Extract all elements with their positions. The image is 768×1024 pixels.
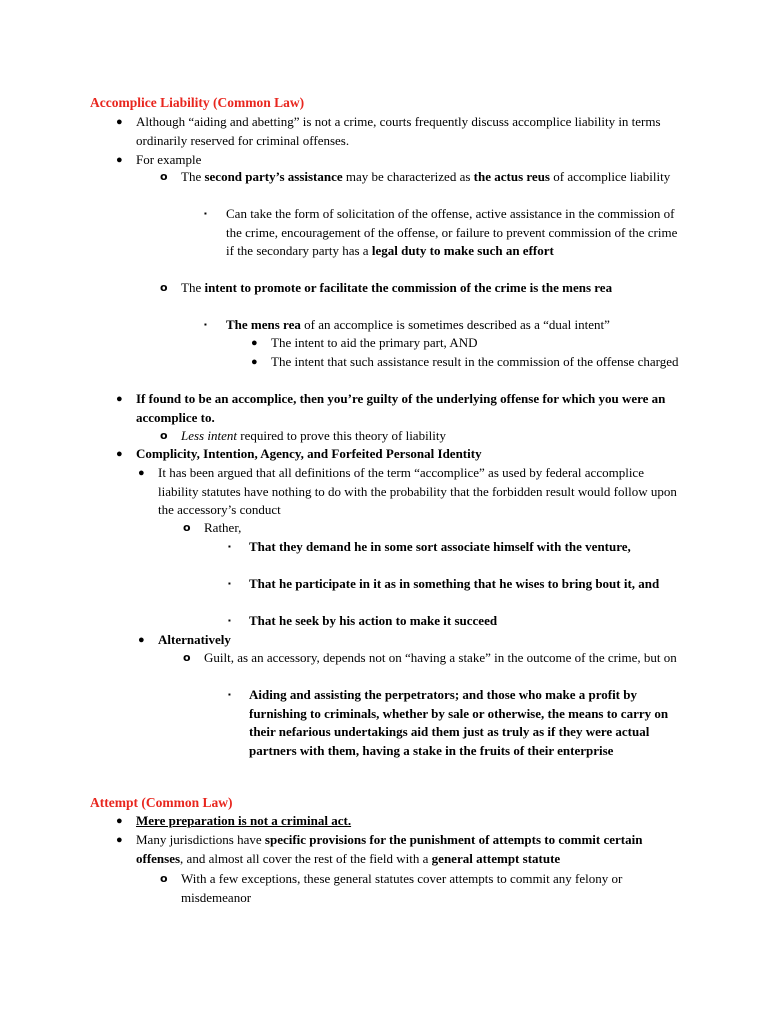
item-text [181,870,680,907]
item-text [181,168,680,187]
item-text [136,445,680,464]
text-run: The intent to aid the primary part, AND [271,335,478,350]
text-run: may be characterized as [342,169,474,184]
bullet-marker: ▪ [204,320,207,329]
bullet-marker: o [183,521,191,534]
text-run: If found to be an accomplice, then you’re guilty of the underlying offense for which you were an accomplice to. [136,391,666,425]
bullet-marker: ● [138,467,145,479]
bullet-marker: ▪ [228,616,231,625]
text-run: Can take the form of solicitation of the offense, active assistance in the commission of the crime, encouragement of the offense, or failure to prevent commission of the crime if the secondary party has a [226,206,678,258]
bullet-marker: ● [251,337,258,349]
text-run: The [181,280,205,295]
bullet-marker: o [183,651,191,664]
item-text [181,427,680,446]
item-text [136,390,680,427]
bullet-marker: o [160,281,168,294]
section-heading: Accomplice Liability (Common Law) [90,95,305,110]
item-text [271,353,680,372]
item-text [204,649,680,668]
item-text [271,334,680,353]
text-run: of an accomplice is sometimes described as a “dual intent” [300,317,610,332]
item-text [249,686,680,760]
text-run: That he participate in it as in something that he wises to bring bout it, and [249,576,660,591]
text-run: Less intent [181,428,237,443]
item-text [249,612,680,631]
text-run: Mere preparation is not a criminal act. [136,813,352,828]
text-run: second party’s assistance [204,169,343,184]
text-run: required to prove this theory of liability [236,428,447,443]
bullet-marker: ● [116,448,123,460]
text-run: of accomplice liability [549,169,671,184]
item-text [136,812,680,831]
text-run: the actus reus [473,169,550,184]
section-heading: Attempt (Common Law) [90,795,233,810]
bullet-marker: ▪ [204,209,207,218]
text-run: Alternatively [158,632,231,647]
item-text [158,631,680,650]
bullet-marker: o [160,872,168,885]
bullet-marker: ▪ [228,579,231,588]
text-run: The mens rea [226,317,301,332]
text-run: intent to promote or facilitate the commission of the crime is the mens rea [204,280,613,295]
item-text [226,316,680,335]
item-text [136,831,680,868]
bullet-marker: ● [116,393,123,405]
text-run: Although “aiding and abetting” is not a crime, courts frequently discuss accomplice liability in terms ordinarily reserved for criminal offenses. [136,114,661,148]
text-run: With a few exceptions, these general statutes cover attempts to commit any felony or misdemeanor [181,871,623,905]
text-run: Many jurisdictions have [136,832,265,847]
bullet-marker: ▪ [228,690,231,699]
text-run: Guilt, as an accessory, depends not on “having a stake” in the outcome of the crime, but on [204,650,677,665]
item-text [204,519,680,538]
text-run: It has been argued that all definitions of the term “accomplice” as used by federal accomplice liability statutes have nothing to do with the probability that the forbidden result would follow upon the accessory’s conduct [158,465,677,517]
text-run: , and almost all cover the rest of the field with a [180,850,432,866]
text-run: The [181,169,205,184]
bullet-marker: o [160,170,168,183]
bullet-marker: o [160,429,168,442]
item-text [226,205,680,261]
text-run: For example [136,152,202,167]
text-run: Complicity, Intention, Agency, and Forfeited Personal Identity [136,446,482,461]
text-run: That they demand he in some sort associate himself with the venture, [249,539,631,554]
bullet-marker: ● [116,815,123,827]
item-text [136,113,680,150]
bullet-marker: ● [116,116,123,128]
bullet-marker: ● [251,356,258,368]
bullet-marker: ▪ [228,542,231,551]
item-text [249,575,680,594]
text-run: That he seek by his action to make it succeed [249,613,498,628]
item-text [181,279,680,298]
text-run: Aiding and assisting the perpetrators; and those who make a profit by furnishing to criminals, whether by sale or otherwise, the means to carry on their nefarious undertakings aid them just as truly as if they were actual partners with them, having a stake in the fruits of their enterprise [249,687,669,758]
text-run: legal duty to make such an effort [371,243,554,258]
bullet-marker: ● [116,834,123,846]
bullet-marker: ● [116,154,123,166]
text-run: Rather, [204,520,242,535]
text-run: The intent that such assistance result in the commission of the offense charged [271,354,679,369]
text-run: general attempt statute [431,850,561,866]
text-run: specific provisions for the punishment of attempts to commit certain offenses [136,832,643,866]
bullet-marker: ● [138,634,145,646]
item-text [136,151,680,170]
item-text [158,464,680,520]
item-text [249,538,680,557]
